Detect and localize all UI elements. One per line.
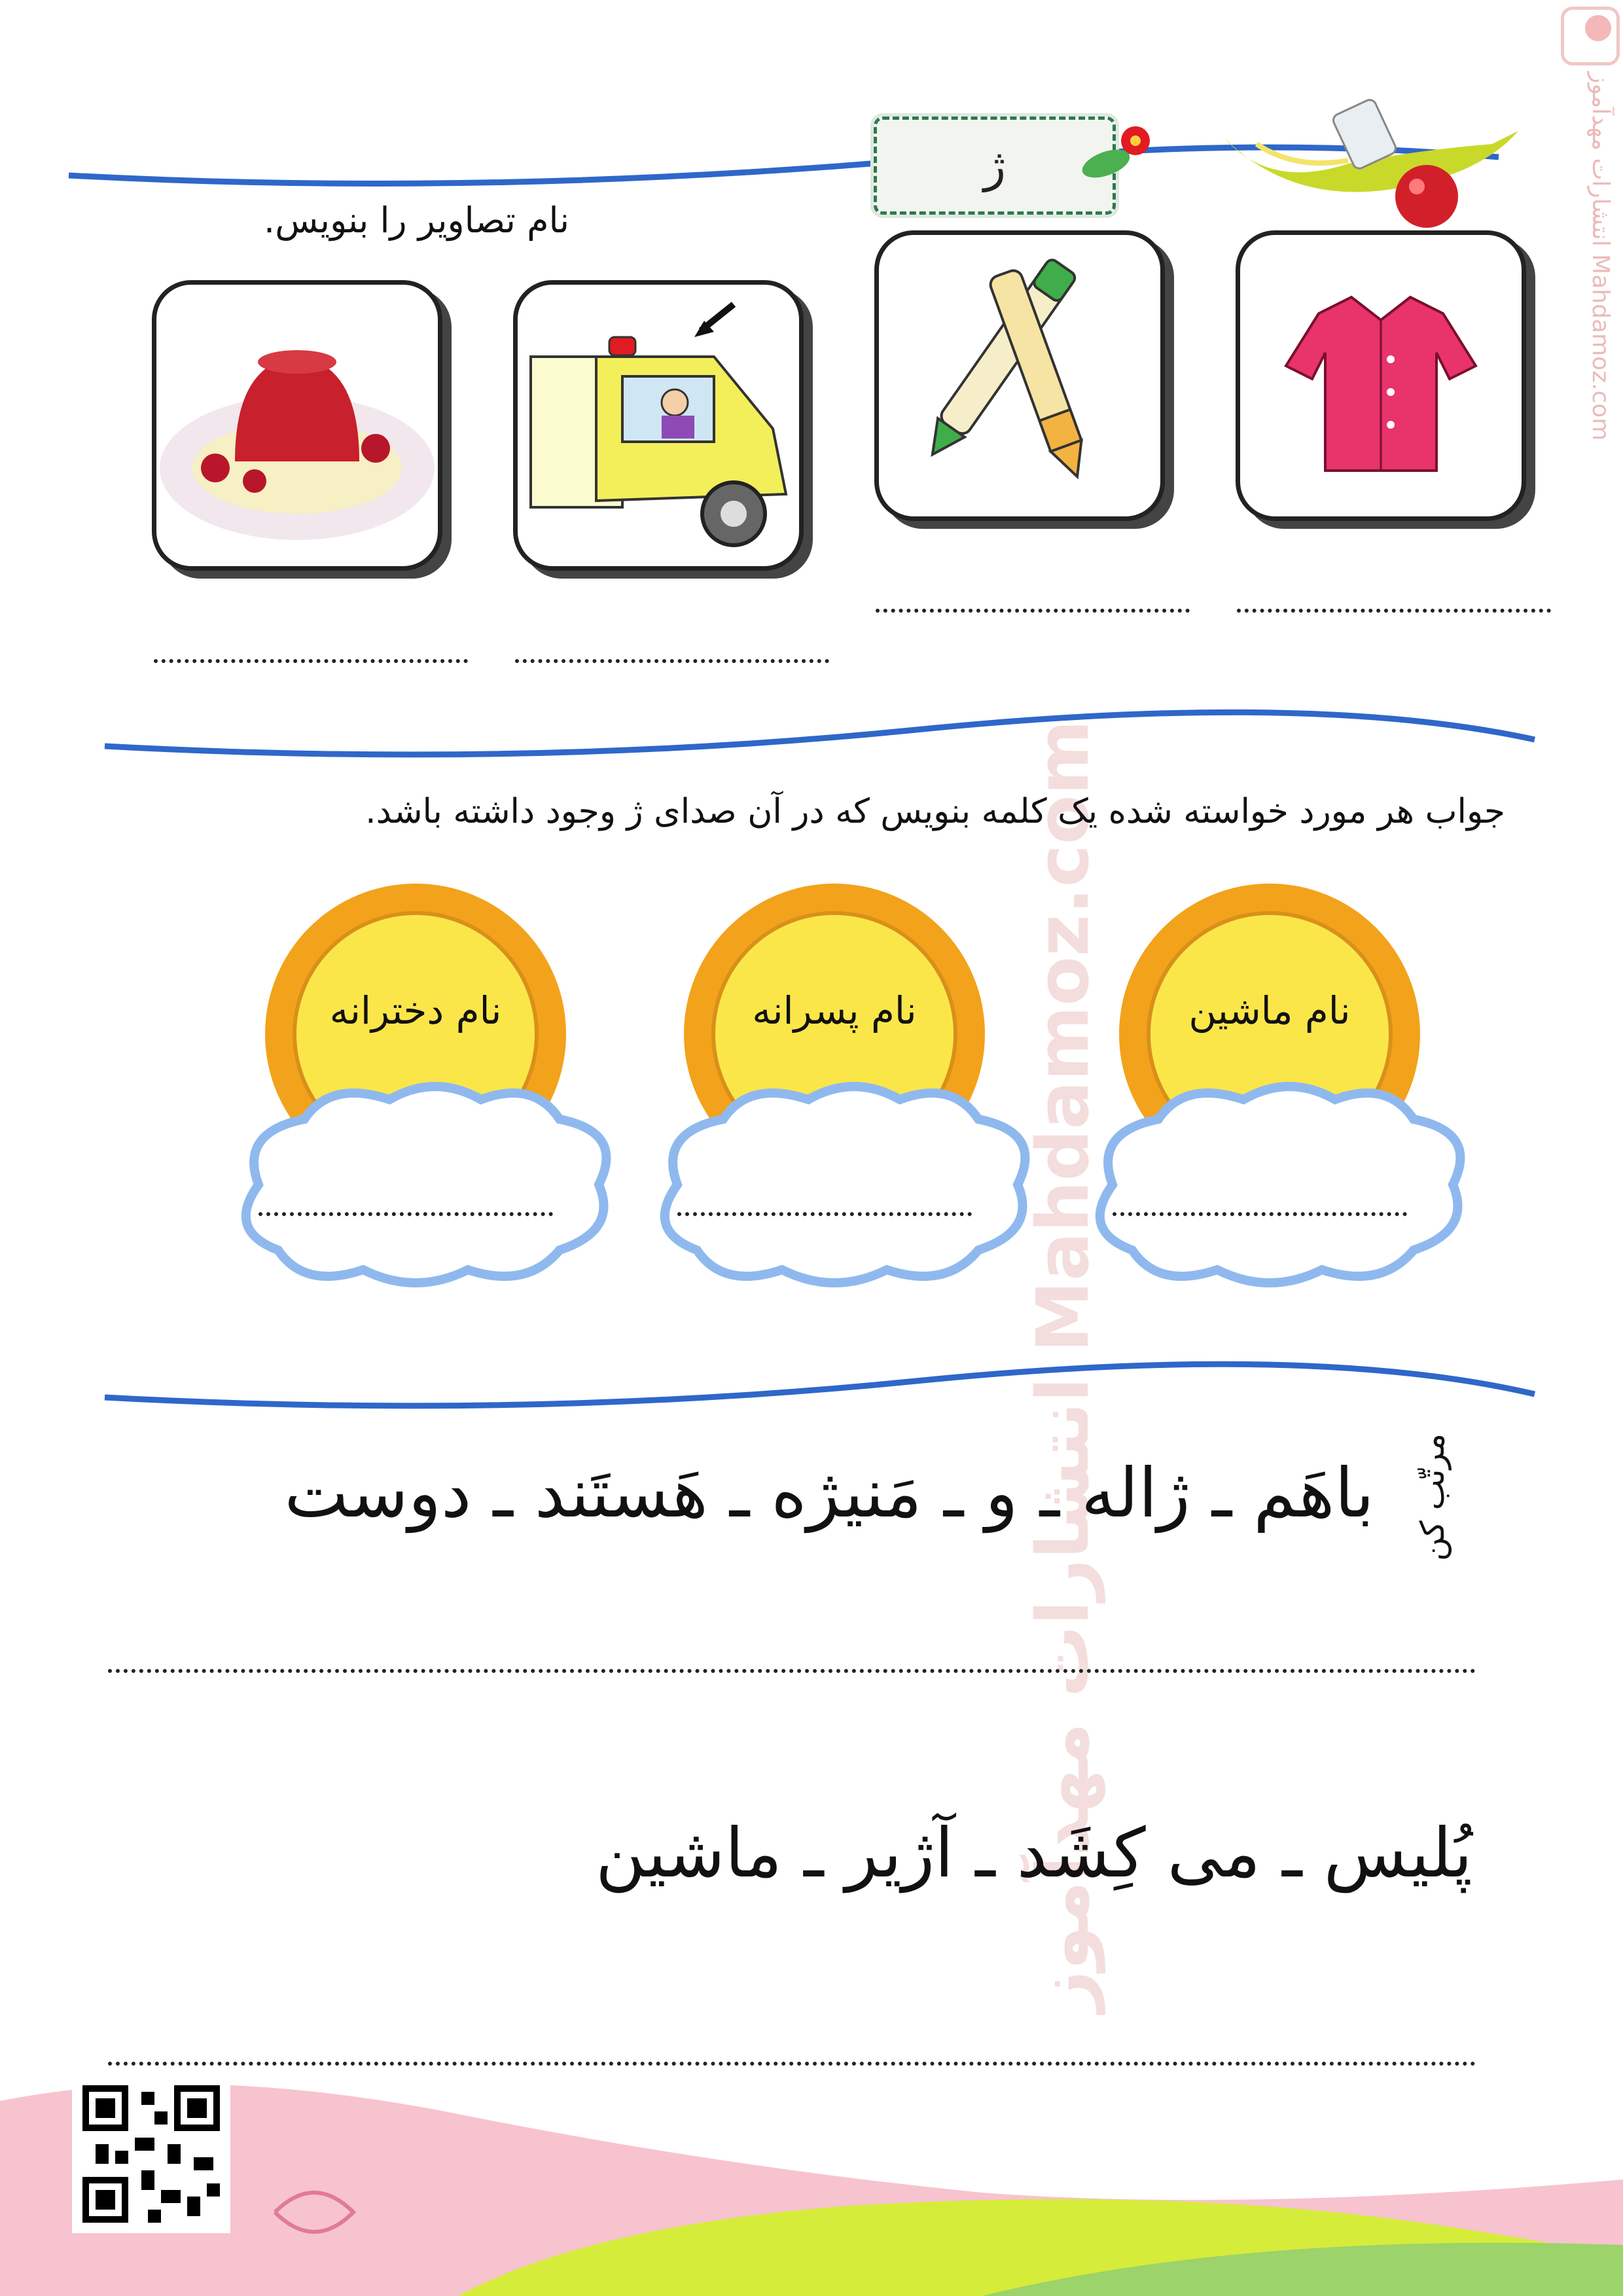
header-decoration-icon: [1217, 92, 1531, 236]
watermark: انتشارات مهدآموز Mahdamoz.com: [1021, 720, 1105, 2013]
sentence-1: باهَم ـ ژاله ـ و ـ مَنیژه ـ هَستَند ـ دوست: [284, 1453, 1374, 1533]
answer-line-markers[interactable]: [876, 609, 1190, 613]
police-car-picture: [513, 280, 804, 571]
corner-logo-icon: [1561, 7, 1620, 65]
sun-label-car-name: نام ماشین: [1188, 988, 1351, 1033]
instruction-sound-words: جواب هر مورد خواسته شده یک کلمه بنویس که در آن صدای ژ وجود داشته باشد.: [365, 792, 1505, 831]
letter-box: ژ: [874, 117, 1116, 215]
flower-icon: [1080, 118, 1165, 190]
arrange-side-label: مرتّب کن: [1414, 1433, 1452, 1562]
qr-code-icon: [72, 2075, 230, 2233]
answer-line-girl-name[interactable]: [259, 1212, 553, 1216]
answer-line-jacket[interactable]: [1237, 609, 1551, 613]
answer-line-boy-name[interactable]: [677, 1212, 972, 1216]
answer-line-car-name[interactable]: [1113, 1212, 1407, 1216]
answer-line-sentence-1[interactable]: [108, 1669, 1476, 1673]
answer-line-jelly[interactable]: [154, 659, 468, 663]
jelly-picture: [152, 280, 442, 571]
sun-card-boy-name: [638, 884, 1044, 1309]
markers-picture: [874, 230, 1165, 521]
instruction-name-pictures: نام تصاویر را بنویس.: [264, 200, 569, 241]
sun-label-boy-name: نام پسرانه: [752, 988, 917, 1033]
sun-label-girl-name: نام دخترانه: [329, 988, 502, 1033]
side-branding: انتشارات مهدآموز Mahdamoz.com: [1587, 72, 1614, 441]
sentence-2: پُلیس ـ می کِشَد ـ آژیر ـ ماشین: [596, 1813, 1472, 1893]
answer-line-police-car[interactable]: [515, 659, 829, 663]
jacket-picture: [1236, 230, 1526, 521]
sun-card-car-name: [1073, 884, 1479, 1309]
bottom-decoration: [0, 2062, 1623, 2296]
sun-card-girl-name: [219, 884, 625, 1309]
